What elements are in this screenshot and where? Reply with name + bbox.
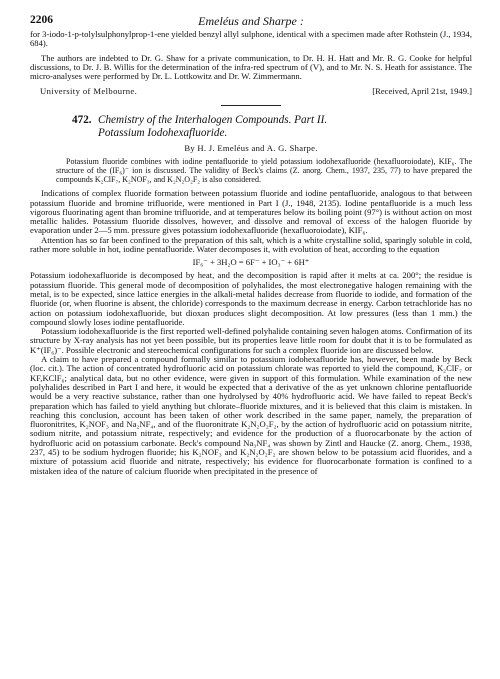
received-date: [Received, April 21st, 1949.] <box>372 86 472 97</box>
running-header <box>30 14 472 30</box>
running-head-title: Emeléus and Sharpe : <box>198 14 304 28</box>
body-paragraph-3: Potassium iodohexafluoride is decomposed by heat, and the decomposition is rapid after it melts at ca. 200°; the residue is potassium fluoride. This general mode of decomposition of polyhalides, the most electronegative halogen remaining with the metal, is to be expected, since lattice energies in the alkali-metal halides decrease from fluoride to iodide, and formation of the fluoride (or, when fluorine is absent, the chloride) corresponds to the maximum decrease in energy. Carbon tetrachloride has no action on potassium iodohexafluoride, but dioxan produces slight decomposition. At low pressures (less than 1 mm.) the compound slowly loses iodine pentafluoride. <box>30 270 472 327</box>
body-paragraph-1: Indications of complex fluoride formation between potassium fluoride and iodine pentafluoride, analogous to that between potassium fluoride and bromine trifluoride, were mentioned in Part I (J., 1948, 2135). Iodine pentafluoride is a much less vigorous fluorinating agent than bromine trifluoride, and at temperatures below its boiling point (97°) is without action on most metallic halides. Potassium fluoride dissolves, however, and dissolve and removal of excess of the halogen fluoride by evaporation under 2—5 mm. pressure gives potassium iodohexafluoride (hexafluoroiodate), KIF₆. <box>30 188 472 236</box>
title-line-1: Chemistry of the Interhalogen Compounds. Part II. <box>98 114 328 127</box>
body-paragraph-4: Potassium iodohexafluoride is the first reported well-defined polyhalide containing seven halogen atoms. Confirmation of its structure by X-ray analysis has not yet been possible, but its properties leave little room for doubt that it is to be formulated as K⁺(IF₆)⁻. Possible electronic and stereochemical configurations for such a complex fluoride ion are discussed below. <box>30 326 472 355</box>
abstract: Potassium fluoride combines with iodine pentafluoride to yield potassium iodohexafluoride (hexafluoroiodate), KIF₆. The structure of the (IF₆)⁻ ion is discussed. The validity of Beck's claims (Z. anorg. Chem., 1937, 235, 77) to have prepared the compounds K₂ClF₇, K₂NOF₃, and K₂N₂O₂F₂ is also considered. <box>56 157 472 184</box>
section-divider <box>221 105 281 106</box>
page-number: 2206 <box>30 14 53 26</box>
article-title <box>30 114 472 139</box>
affiliation: University of Melbourne. <box>40 86 138 97</box>
article-authors: By H. J. Emeléus and A. G. Sharpe. <box>184 143 318 154</box>
acknowledgements: The authors are indebted to Dr. G. Shaw for a private communication, to Dr. H. H. Hatt and Mr. R. G. Cooke for helpful discussions, to Dr. J. B. Willis for the determination of the infra-red spectrum of (V), and to Mr. N. S. Heath for assistance. The micro-analyses were performed by Dr. L. Lottkowitz and Dr. W. Zimmermann. <box>30 52 472 82</box>
affiliation-line <box>30 86 472 97</box>
title-line-2: Potassium Iodohexafluoride. <box>98 126 228 139</box>
previous-article-ending: for 3-iodo-1-p-tolylsulphonylprop-1-ene yielded benzyl allyl sulphone, identical with a specimen made after Rothstein (J., 1934, 684). <box>30 29 472 49</box>
body-paragraph-5: A claim to have prepared a compound formally similar to potassium iodohexafluoride has, however, been made by Beck (loc. cit.). The action of concentrated hydrofluoric acid on potassium chlorate was reported to yield the compound, K₂ClF₇ or KF,KClF₆; analytical data, but no other evidence, were given in support of this formulation. While examination of the new polyhalides described in Part I and here, it would be expected that a derivative of the as yet unknown chlorine pentafluoride would be a very reactive substance, rather than one hydrolysed by 40% hydrofluoric acid. We have failed to repeat Beck's preparation which has failed to yield anything but chlorate–fluoride mixtures, and it is believed that this claim is mistaken. In reaching this conclusion, account has been taken of other work described in the same paper, namely, the preparation of fluoronitrites, K₂NOF₃ and Na₂NF₄, and of the fluoronitrate K₂N₂O₂F₂, by the action of hydrofluoric acid on potassium nitrite, sodium nitrite, and potassium nitrate, respectively; and evidence for the production of a fluorocarbonate by the action of hydrofluoric acid on potassium carbonate. Beck's compound Na₃NF₄ was shown by Zintl and Haucke (Z. anorg. Chem., 1938, 237, 45) to be sodium hydrogen fluoride; his K₂NOF₃ and K₂N₂O₂F₂ are shown below to be potassium acid fluorides, and a mixture of potassium acid fluoride and nitrate, respectively; his evidence for fluorocarbonate formation is confined to a mistaken idea of the nature of calcium fluoride when precipitated in the presence of <box>30 354 472 476</box>
article-number: 472. <box>72 114 92 127</box>
journal-page <box>30 14 472 476</box>
hydrolysis-equation: IF₆⁻ + 3H₂O = 6F⁻ + IO₃⁻ + 6H⁺ <box>192 257 310 268</box>
body-paragraph-2: Attention has so far been confined to the preparation of this salt, which is a white crystalline solid, sparingly soluble in cold, rather more soluble in hot, iodine pentafluoride. Water decomposes it, with evolution of heat, according to the equation <box>30 234 472 255</box>
